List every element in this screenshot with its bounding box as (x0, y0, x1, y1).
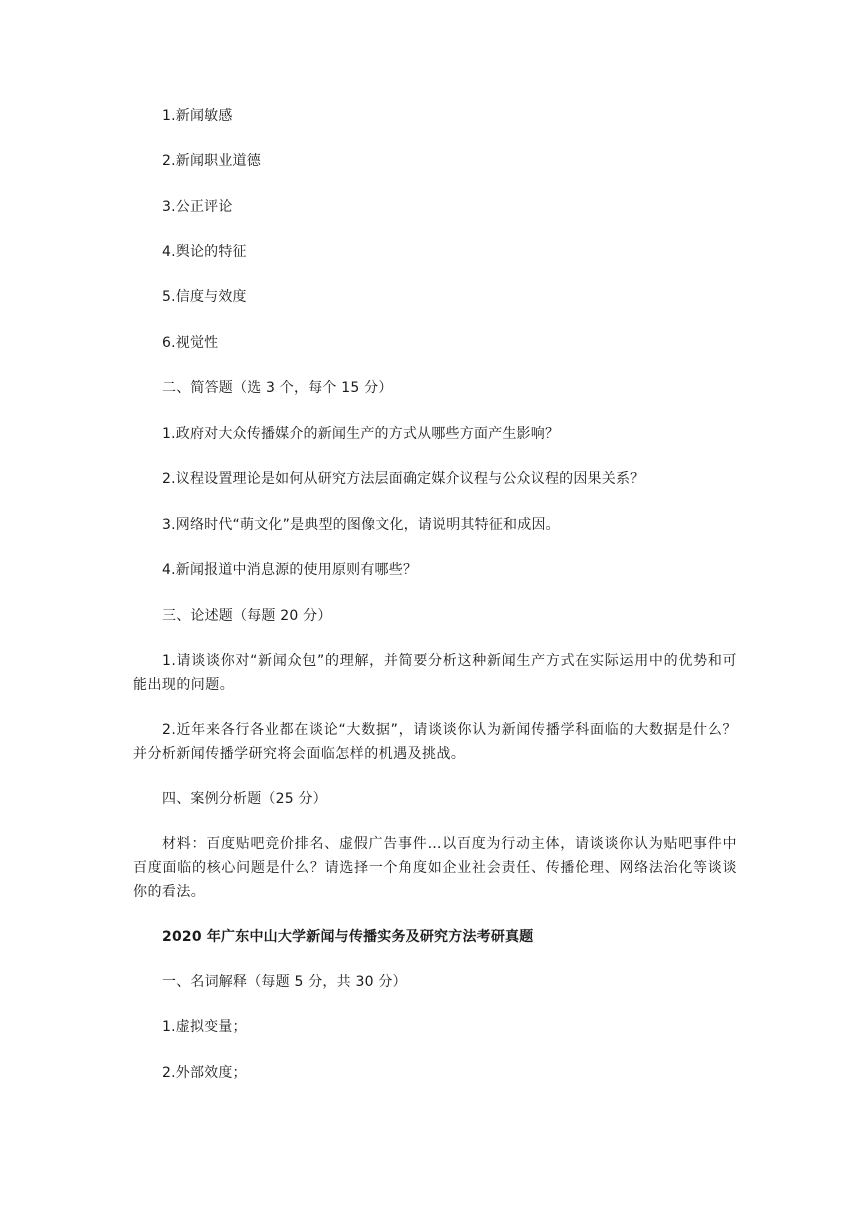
exam-2020-title: 2020 年广东中山大学新闻与传播实务及研究方法考研真题 (162, 929, 534, 945)
short-answer-heading: 二、简答题（选 3 个，每个 15 分） (162, 380, 393, 396)
case-analysis-heading: 四、案例分析题（25 分） (162, 791, 327, 807)
term-item-1: 1.新闻敏感 (162, 108, 233, 124)
term-item-5: 5.信度与效度 (162, 289, 247, 305)
short-answer-item-1: 1.政府对大众传播媒介的新闻生产的方式从哪些方面产生影响？ (162, 426, 560, 442)
exam-2020-term-heading: 一、名词解释（每题 5 分，共 30 分） (162, 974, 407, 990)
exam-2020-term-item-2: 2.外部效度； (162, 1065, 247, 1081)
case-material: 材料：百度贴吧竞价排名、虚假广告事件…以百度为行动主体，请谈谈你认为贴吧事件中百度面临的核心问题是什么？请选择一个角度如企业社会责任、传播伦理、网络法治化等谈谈你的看法。 (133, 836, 737, 900)
term-item-3: 3.公正评论 (162, 199, 233, 215)
short-answer-item-2: 2.议程设置理论是如何从研究方法层面确定媒介议程与公众议程的因果关系？ (162, 471, 645, 487)
short-answer-item-4: 4.新闻报道中消息源的使用原则有哪些？ (162, 562, 418, 578)
exam-2020-term-item-1: 1.虚拟变量； (162, 1019, 247, 1035)
short-answer-item-3: 3.网络时代“萌文化”是典型的图像文化，请说明其特征和成因。 (162, 517, 560, 533)
essay-item-2: 2.近年来各行各业都在谈论“大数据”，请谈谈你认为新闻传播学科面临的大数据是什么？并分析新闻传播学研究将会面临怎样的机遇及挑战。 (133, 722, 737, 762)
term-item-4: 4.舆论的特征 (162, 244, 247, 260)
essay-item-1: 1.请谈谈你对“新闻众包”的理解，并简要分析这种新闻生产方式在实际运用中的优势和可能出现的问题。 (133, 653, 737, 693)
essay-heading: 三、论述题（每题 20 分） (162, 608, 332, 624)
term-item-2: 2.新闻职业道德 (162, 153, 261, 169)
term-item-6: 6.视觉性 (162, 335, 219, 351)
